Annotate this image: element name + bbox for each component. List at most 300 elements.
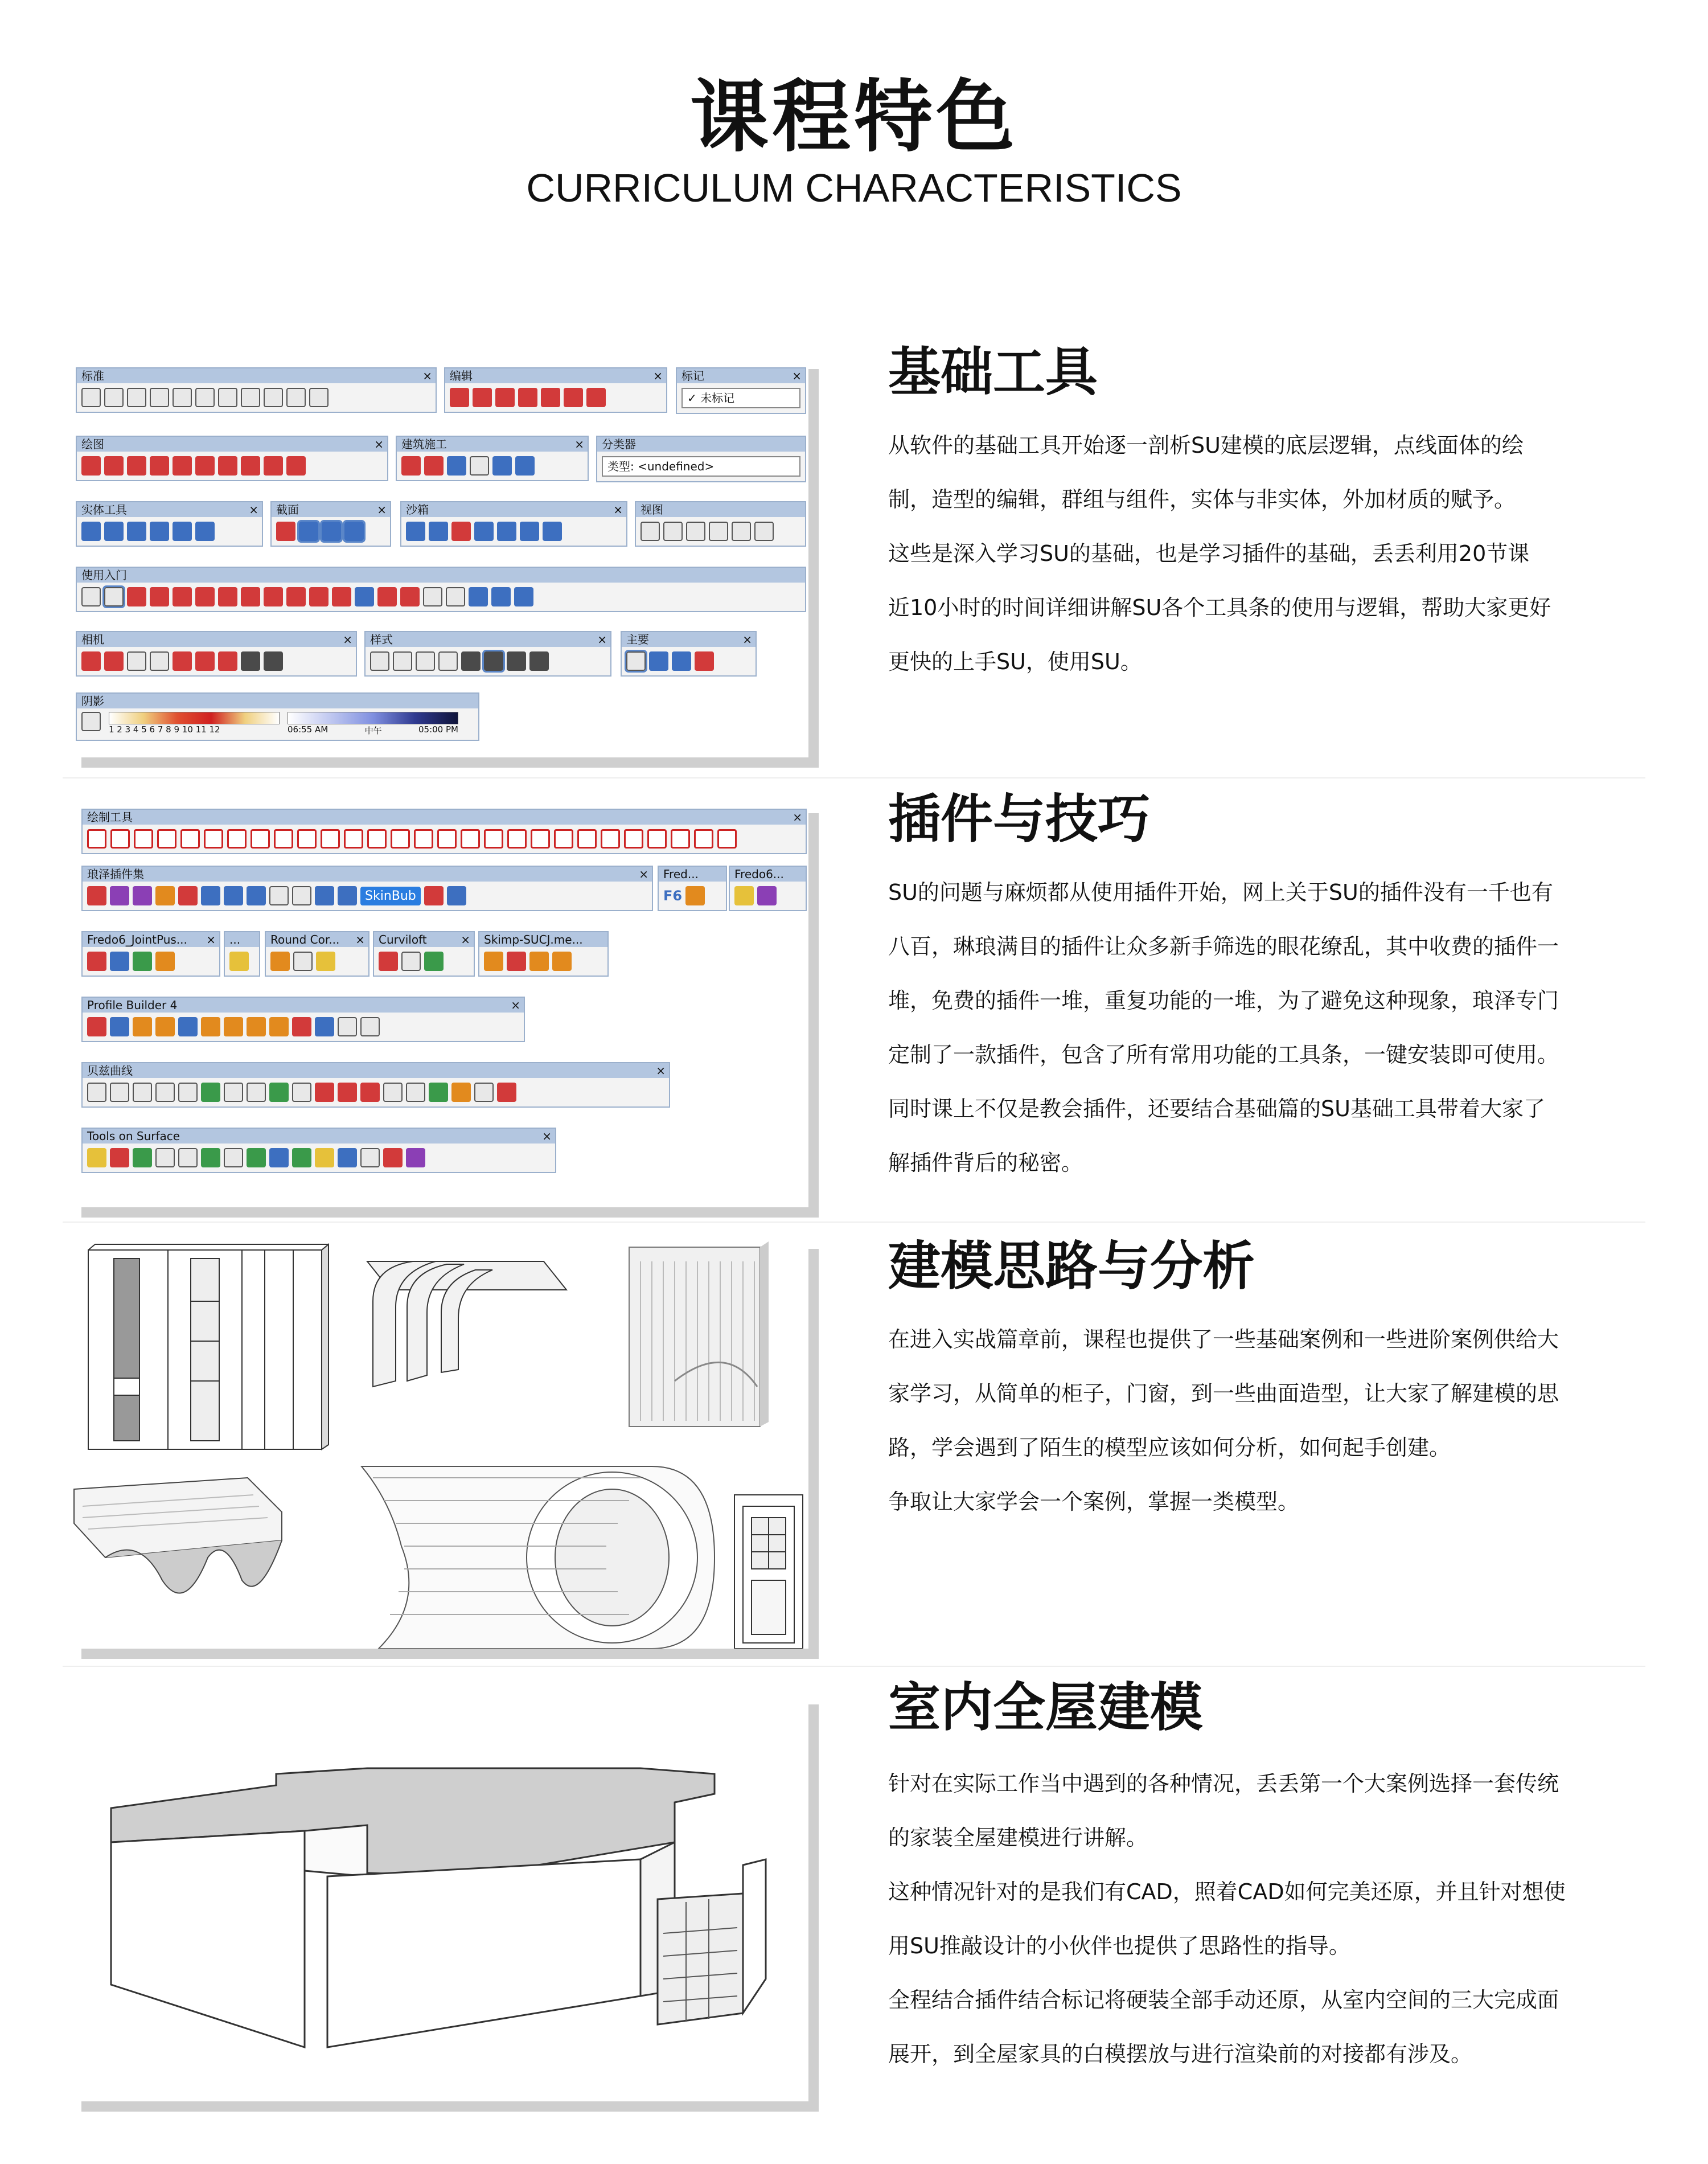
plugin-icon[interactable] (338, 1017, 357, 1036)
page-title: 课程特色 (689, 71, 1018, 163)
toolbar-fredo6[interactable] (729, 866, 807, 911)
toolbar-styles[interactable] (364, 631, 611, 677)
plugin-icon[interactable] (338, 886, 357, 905)
plugin-tool-icon[interactable] (321, 829, 340, 849)
offset-icon[interactable] (564, 388, 583, 407)
plugin-tool-icon[interactable] (110, 829, 130, 849)
section-4-line: 的家装全屋建模进行讲解。 (888, 1825, 1148, 1850)
plugin-icon[interactable] (406, 1148, 425, 1167)
trim-icon[interactable] (173, 522, 192, 541)
plugin-icon[interactable] (292, 1017, 311, 1036)
toolbar-tags-title: 标记 (681, 369, 704, 383)
plugin-icon[interactable] (201, 1148, 220, 1167)
plugin-icon[interactable] (224, 1148, 243, 1167)
toolbar-misc-title: ... (229, 933, 241, 946)
plugin-icon[interactable] (247, 1017, 266, 1036)
plugin-tool-icon[interactable] (204, 829, 223, 849)
section-3-text (888, 1313, 1634, 1529)
close-icon[interactable]: × (542, 1129, 552, 1143)
plugin-icon[interactable] (87, 886, 106, 905)
plugin-icon[interactable] (269, 886, 289, 905)
plugin-tool-icon[interactable] (180, 829, 200, 849)
plugin-icon[interactable] (360, 1017, 380, 1036)
toolbar-views-title: 视图 (640, 503, 663, 517)
close-icon[interactable]: × (511, 998, 520, 1012)
pencil-icon[interactable] (150, 587, 169, 606)
circle-icon[interactable] (173, 456, 192, 476)
close-icon[interactable]: × (249, 503, 258, 517)
plugin-icon[interactable] (316, 952, 335, 971)
scale-icon[interactable] (541, 388, 560, 407)
time-mid-label: 中午 (364, 726, 382, 736)
from-contours-icon[interactable] (406, 522, 425, 541)
section-3-line: 在进入实战篇章前，课程也提供了一些基础案例和一些进阶案例供给大 (888, 1327, 1559, 1352)
plugin-icon[interactable] (734, 886, 754, 905)
rectangle-icon[interactable] (127, 456, 146, 476)
plugin-icon[interactable] (133, 1017, 152, 1036)
plugin-icon[interactable] (424, 886, 444, 905)
copy-icon[interactable] (173, 388, 192, 407)
plugin-tool-icon[interactable] (251, 829, 270, 849)
back-view-icon[interactable] (732, 522, 751, 541)
section-4-title: 室内全屋建模 (888, 1677, 1203, 1738)
curve-icon[interactable] (497, 1083, 516, 1102)
toolbar-profile-builder[interactable] (81, 997, 525, 1042)
curve-icon[interactable] (429, 1083, 448, 1102)
make-component-icon[interactable] (649, 651, 668, 671)
plugin-tool-icon[interactable] (554, 829, 573, 849)
plugin-tool-icon[interactable] (671, 829, 690, 849)
curve-icon[interactable] (133, 1083, 152, 1102)
zoom-search-icon[interactable] (81, 587, 101, 606)
erase-icon[interactable] (695, 651, 714, 671)
back-edges-icon[interactable] (393, 651, 412, 671)
time-slider[interactable] (288, 712, 458, 724)
plugin-tool-icon[interactable] (344, 829, 363, 849)
toolbar-shadows[interactable] (76, 692, 479, 741)
plugin-icon[interactable] (484, 952, 503, 971)
rotate-tool-icon[interactable] (286, 587, 306, 606)
cut-icon[interactable] (150, 388, 169, 407)
move-tool-icon[interactable] (264, 587, 283, 606)
plugin-icon[interactable] (757, 886, 777, 905)
pie-icon[interactable] (286, 456, 306, 476)
plugin-icon[interactable] (338, 1148, 357, 1167)
toolbar-draw-tools[interactable] (81, 809, 807, 854)
plugin-icon[interactable] (269, 1148, 289, 1167)
toolbar-misc[interactable] (224, 931, 260, 977)
toolbar-draw[interactable] (76, 436, 388, 481)
zoom-icon[interactable] (423, 587, 442, 606)
close-icon[interactable]: × (613, 503, 623, 517)
select-icon[interactable] (626, 651, 646, 671)
plugin-tool-icon[interactable] (87, 829, 106, 849)
classifier-select[interactable]: 类型: <undefined> (602, 456, 800, 477)
plugin-icon[interactable] (292, 1148, 311, 1167)
toolbar-joint-push[interactable] (81, 931, 220, 977)
house-model-image (71, 1694, 808, 2101)
page-subtitle: CURRICULUM CHARACTERISTICS (526, 166, 1182, 210)
close-icon[interactable]: × (792, 369, 802, 383)
look-around-icon[interactable] (241, 651, 260, 671)
shaded-textures-icon[interactable] (484, 651, 503, 671)
curve-icon[interactable] (110, 1083, 129, 1102)
info-icon[interactable] (309, 388, 329, 407)
plugin-tool-icon[interactable] (624, 829, 643, 849)
left-view-icon[interactable] (754, 522, 774, 541)
curve-icon[interactable] (155, 1083, 175, 1102)
plugin-icon[interactable] (110, 1017, 129, 1036)
plugin-tool-icon[interactable] (391, 829, 410, 849)
close-icon[interactable]: × (639, 867, 648, 881)
plugin-icon[interactable] (178, 1017, 198, 1036)
plugin-icon[interactable] (133, 886, 152, 905)
push-pull-tool-icon[interactable] (218, 587, 237, 606)
curve-icon[interactable] (474, 1083, 494, 1102)
toolbar-solid[interactable] (76, 501, 263, 547)
close-icon[interactable]: × (377, 503, 387, 517)
curve-icon[interactable] (338, 1083, 357, 1102)
plugin-tool-icon[interactable] (577, 829, 597, 849)
plugin-icon[interactable] (315, 1148, 334, 1167)
zoom-extents-camera-icon[interactable] (173, 651, 192, 671)
plugin-icon[interactable] (270, 952, 290, 971)
close-icon[interactable]: × (374, 437, 384, 451)
two-point-arc-icon[interactable] (241, 456, 260, 476)
divider (63, 1222, 1645, 1223)
plugin-icon[interactable] (685, 886, 705, 905)
add-detail-icon[interactable] (520, 522, 539, 541)
curve-icon[interactable] (247, 1083, 266, 1102)
toolbar-profile-title: Profile Builder 4 (87, 998, 178, 1012)
monochrome-2-icon[interactable] (529, 651, 549, 671)
right-view-icon[interactable] (709, 522, 728, 541)
redo-icon[interactable] (264, 388, 283, 407)
section-3-line: 路，学会遇到了陌生的模型应该如何分析，如何起手创建。 (888, 1435, 1451, 1460)
toolbar-sandbox-title: 沙箱 (406, 503, 429, 517)
front-view-icon[interactable] (686, 522, 705, 541)
curve-icon[interactable] (224, 1083, 243, 1102)
plugin-icon[interactable] (379, 952, 398, 971)
toolbar-curviloft-title: Curviloft (379, 933, 427, 946)
plugin-icon[interactable] (155, 952, 175, 971)
curve-icon[interactable] (292, 1083, 311, 1102)
toolbar-bezier[interactable] (81, 1062, 670, 1108)
text-icon[interactable] (470, 456, 489, 476)
divider (63, 1666, 1645, 1667)
paint-bucket-icon[interactable] (355, 587, 374, 606)
toolbar-fred[interactable] (658, 866, 727, 911)
toolbar-round-title: Round Cor... (270, 933, 340, 946)
tape-measure-icon[interactable] (401, 456, 421, 476)
curve-icon[interactable] (406, 1083, 425, 1102)
toolbar-round-corner[interactable] (265, 931, 369, 977)
position-camera-icon[interactable] (218, 651, 237, 671)
close-icon[interactable]: × (355, 933, 365, 946)
smoove-icon[interactable] (451, 522, 471, 541)
plugin-tool-icon[interactable] (717, 829, 737, 849)
skinbub-button[interactable]: SkinBub (360, 887, 421, 905)
plugin-icon[interactable] (293, 952, 313, 971)
plugin-tool-icon[interactable] (694, 829, 713, 849)
toolbar-getting-started[interactable] (76, 567, 806, 612)
plugin-icon[interactable] (229, 952, 249, 971)
toolbar-getting-started-title: 使用入门 (81, 568, 127, 582)
plugin-icon[interactable] (201, 886, 220, 905)
plugin-icon[interactable] (315, 886, 334, 905)
freehand-icon[interactable] (104, 456, 124, 476)
arc-icon[interactable] (218, 456, 237, 476)
plugin-tool-icon[interactable] (601, 829, 620, 849)
curve-icon[interactable] (178, 1083, 198, 1102)
toolbar-section[interactable] (270, 501, 391, 547)
plugin-icon[interactable] (87, 1017, 106, 1036)
stamp-icon[interactable] (474, 522, 494, 541)
toolbar-draw-title: 绘图 (81, 437, 104, 451)
curve-icon[interactable] (87, 1083, 106, 1102)
plugin-tool-icon[interactable] (437, 829, 457, 849)
plugin-icon[interactable] (178, 886, 198, 905)
plugin-tool-icon[interactable] (134, 829, 153, 849)
follow-me-icon[interactable] (518, 388, 537, 407)
plugin-icon[interactable] (447, 886, 466, 905)
section-3-line: 家学习，从简单的柜子，门窗，到一些曲面造型，让大家了解建模的思 (888, 1381, 1559, 1406)
plugin-icon[interactable] (133, 952, 152, 971)
open-folder-icon[interactable] (104, 388, 124, 407)
toolbar-construction[interactable] (396, 436, 589, 481)
close-icon[interactable]: × (653, 369, 663, 383)
plugin-tool-icon[interactable] (157, 829, 176, 849)
month-slider[interactable] (109, 712, 280, 724)
polygon-icon[interactable] (195, 456, 215, 476)
tape-tool-icon[interactable] (332, 587, 351, 606)
toolbar-classifier-title: 分类器 (602, 437, 636, 451)
plugin-icon[interactable] (155, 1017, 175, 1036)
eraser-icon[interactable] (127, 587, 146, 606)
intersect-icon[interactable] (104, 522, 124, 541)
plugin-icon[interactable] (224, 1017, 243, 1036)
plugin-icon[interactable] (529, 952, 549, 971)
3d-warehouse-icon[interactable] (469, 587, 488, 606)
toolbar-tools-on-surface[interactable] (81, 1128, 556, 1173)
plugin-icon[interactable] (552, 952, 572, 971)
shaded-icon[interactable] (461, 651, 481, 671)
f6-icon[interactable]: F6 (663, 888, 683, 904)
plugin-icon[interactable] (201, 1017, 220, 1036)
section-1-text (888, 419, 1634, 689)
plugin-tool-icon[interactable] (227, 829, 247, 849)
axes-icon[interactable] (492, 456, 512, 476)
wireframe-icon[interactable] (416, 651, 435, 671)
outer-shell-icon[interactable] (81, 522, 101, 541)
plugin-tool-icon[interactable] (297, 829, 317, 849)
plugin-tool-icon[interactable] (507, 829, 527, 849)
toolbar-langze[interactable] (81, 866, 653, 911)
section-4-line: 针对在实际工作当中遇到的各种情况，丢丢第一个大案例选择一套传统 (888, 1771, 1559, 1796)
toolbar-camera[interactable] (76, 631, 357, 677)
from-scratch-icon[interactable] (429, 522, 448, 541)
plugin-icon[interactable] (155, 1148, 175, 1167)
save-icon[interactable] (127, 388, 146, 407)
plugin-icon[interactable] (401, 952, 421, 971)
undo-icon[interactable] (241, 388, 260, 407)
plugin-tool-icon[interactable] (274, 829, 293, 849)
plugin-toolbars-screenshot (71, 803, 808, 1207)
plugin-icon[interactable] (315, 1017, 334, 1036)
model-examples-image (71, 1239, 808, 1649)
section-1-line: 更快的上手SU，使用SU。 (888, 649, 1142, 674)
paste-icon[interactable] (195, 388, 215, 407)
toolbar-langze-title: 琅泽插件集 (87, 867, 144, 881)
plugin-icon[interactable] (178, 1148, 198, 1167)
zoom-extents-icon[interactable] (446, 587, 465, 606)
protractor-icon[interactable] (447, 456, 466, 476)
tag-select[interactable]: ✓ 未标记 (681, 388, 800, 408)
section-2-text (888, 866, 1634, 1190)
paint-icon[interactable] (672, 651, 691, 671)
pan-icon[interactable] (400, 587, 420, 606)
curve-icon[interactable] (315, 1083, 334, 1102)
section-plane-icon[interactable] (276, 522, 295, 541)
toolbar-construction-title: 建筑施工 (401, 437, 447, 451)
previous-view-icon[interactable] (195, 651, 215, 671)
plugin-tool-icon[interactable] (414, 829, 433, 849)
walk-icon[interactable] (264, 651, 283, 671)
delete-icon[interactable] (218, 388, 237, 407)
zoom-window-icon[interactable] (150, 651, 169, 671)
close-icon[interactable]: × (343, 633, 352, 646)
top-view-icon[interactable] (663, 522, 683, 541)
section-4-text (888, 1757, 1634, 2081)
3d-text-icon[interactable] (515, 456, 535, 476)
close-icon[interactable]: × (574, 437, 584, 451)
section-2-title: 插件与技巧 (888, 789, 1151, 850)
subtract-icon[interactable] (150, 522, 169, 541)
push-pull-icon[interactable] (473, 388, 492, 407)
plugin-icon[interactable] (292, 886, 311, 905)
display-section-planes-icon[interactable] (299, 522, 318, 541)
move-icon[interactable] (450, 388, 469, 407)
plugin-icon[interactable] (87, 952, 106, 971)
toolbar-skimp-title: Skimp-SUCJ.me... (484, 933, 583, 946)
curve-icon[interactable] (383, 1083, 403, 1102)
close-icon[interactable]: × (656, 1064, 666, 1077)
close-icon[interactable]: × (793, 810, 802, 824)
toolbar-fredo6-title: Fredo6... (734, 867, 784, 881)
plugin-tool-icon[interactable] (461, 829, 480, 849)
orbit-camera-icon[interactable] (81, 651, 101, 671)
shape-tool-icon[interactable] (195, 587, 215, 606)
union-icon[interactable] (127, 522, 146, 541)
dimension-icon[interactable] (424, 456, 444, 476)
time-start-label: 06:55 AM (288, 724, 329, 735)
toolbar-curviloft[interactable] (373, 931, 475, 977)
arch-model (367, 1261, 566, 1387)
plugin-icon[interactable] (110, 1148, 129, 1167)
monochrome-icon[interactable] (507, 651, 526, 671)
plugin-tool-icon[interactable] (647, 829, 667, 849)
iso-view-icon[interactable] (640, 522, 660, 541)
arc-tool-icon[interactable] (173, 587, 192, 606)
toolbar-standard[interactable] (76, 367, 437, 413)
toolbar-principal[interactable] (621, 631, 757, 677)
flip-icon[interactable] (586, 388, 606, 407)
new-file-icon[interactable] (81, 388, 101, 407)
close-icon[interactable]: × (742, 633, 752, 646)
plugin-tool-icon[interactable] (367, 829, 387, 849)
zoom-camera-icon[interactable] (127, 651, 146, 671)
close-icon[interactable]: × (461, 933, 470, 946)
plugin-icon[interactable] (507, 952, 526, 971)
print-icon[interactable] (286, 388, 306, 407)
plugin-icon[interactable] (110, 952, 129, 971)
section-2-line: 堆，免费的插件一堆，重复功能的一堆，为了避免这种现象，琅泽专门 (888, 988, 1559, 1013)
shadow-settings-icon[interactable] (81, 712, 101, 731)
curve-icon[interactable] (360, 1083, 380, 1102)
plugin-icon[interactable] (247, 1148, 266, 1167)
plugin-tool-icon[interactable] (484, 829, 503, 849)
toolbar-edit[interactable] (444, 367, 667, 413)
plugin-icon[interactable] (247, 886, 266, 905)
toolbar-classifier[interactable] (596, 436, 806, 482)
split-icon[interactable] (195, 522, 215, 541)
section-4-line: 这种情况针对的是我们有CAD，照着CAD如何完美还原，并且针对想使 (888, 1879, 1566, 1904)
toolbar-sandbox[interactable] (400, 501, 627, 547)
layout-icon[interactable] (514, 587, 533, 606)
line-icon[interactable] (81, 456, 101, 476)
toolbar-tos-title: Tools on Surface (87, 1129, 180, 1143)
offset-tool-icon[interactable] (241, 587, 260, 606)
plugin-icon[interactable] (383, 1148, 403, 1167)
toolbar-skimp[interactable] (478, 931, 609, 977)
plugin-icon[interactable] (133, 1148, 152, 1167)
plugin-tool-icon[interactable] (531, 829, 550, 849)
orbit-icon[interactable] (377, 587, 397, 606)
plugin-icon[interactable] (424, 952, 444, 971)
hidden-line-icon[interactable] (438, 651, 458, 671)
plugin-icon[interactable] (269, 1017, 289, 1036)
toolbar-views[interactable] (635, 501, 806, 547)
xray-icon[interactable] (370, 651, 389, 671)
curve-icon[interactable] (269, 1083, 289, 1102)
close-icon[interactable]: × (422, 369, 432, 383)
toolbar-shadows-title: 阴影 (81, 694, 104, 708)
scale-tool-icon[interactable] (309, 587, 329, 606)
pan-camera-icon[interactable] (104, 651, 124, 671)
plugin-icon[interactable] (110, 886, 129, 905)
plugin-icon[interactable] (155, 886, 175, 905)
rotate-icon[interactable] (495, 388, 515, 407)
flip-edge-icon[interactable] (543, 522, 562, 541)
curve-icon[interactable] (201, 1083, 220, 1102)
extension-warehouse-icon[interactable] (491, 587, 511, 606)
select-arrow-icon[interactable] (104, 587, 124, 606)
section-2-line: 同时课上不仅是教会插件，还要结合基础篇的SU基础工具带着大家了 (888, 1096, 1545, 1121)
rotated-rectangle-icon[interactable] (150, 456, 169, 476)
plugin-icon[interactable] (87, 1148, 106, 1167)
close-icon[interactable]: × (206, 933, 216, 946)
curve-icon[interactable] (451, 1083, 471, 1102)
toolbar-tags[interactable] (676, 367, 806, 414)
plugin-icon[interactable] (360, 1148, 380, 1167)
close-icon[interactable]: × (597, 633, 607, 646)
three-point-arc-icon[interactable] (264, 456, 283, 476)
drape-icon[interactable] (497, 522, 516, 541)
display-section-cuts-icon[interactable] (322, 522, 341, 541)
plugin-icon[interactable] (224, 886, 243, 905)
section-fill-icon[interactable] (344, 522, 364, 541)
toolbar-styles-title: 样式 (370, 633, 393, 646)
